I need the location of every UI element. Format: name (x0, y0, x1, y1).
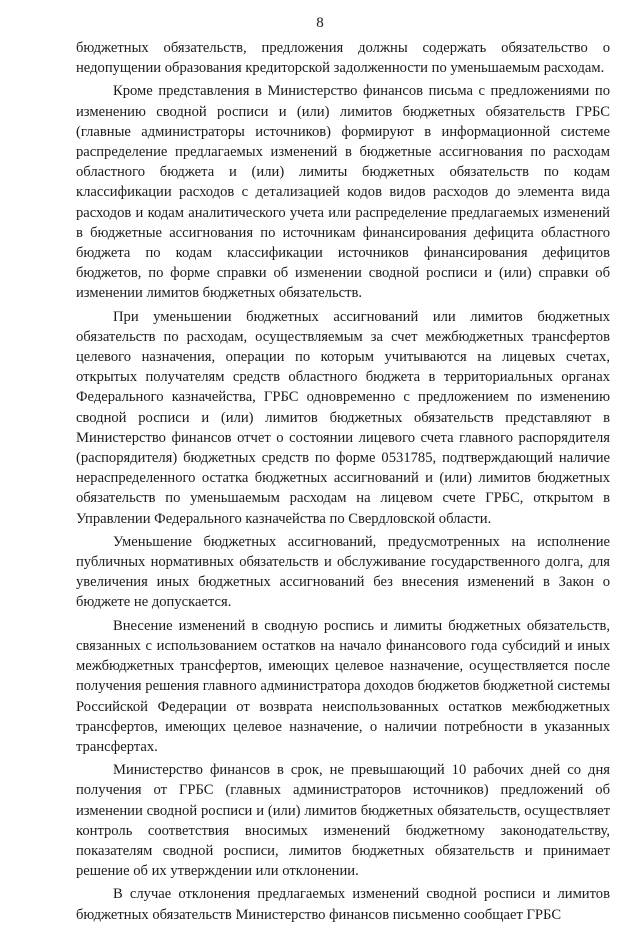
paragraph-rejection: В случае отклонения предлагаемых изменений сводной росписи и лимитов бюджетных обязательств Министерство финансов письменно сообщает ГРБС (76, 886, 610, 923)
paragraph-continuation: бюджетных обязательств, предложения должны содержать обязательство о недопущении образования кредиторской задолженности по уменьшаемым расходам. (76, 40, 610, 77)
paragraph-grbs-proposals: Кроме представления в Министерство финансов письма с предложениями по изменению сводной росписи и (или) лимитов бюджетных обязательств ГРБС (главные администраторы источников) формируют в информационной системе распределение предлагаемых изменений в бюджетные ассигнования по расходам областного бюджета и (или) лимиты бюджетных обязательств по кодам классификации расходов с детализацией кодов видов расходов до элемента вида расходов и кодам аналитического учета или распределение предлагаемых изменений в бюджетные ассигнования по источникам финансирования дефицита областного бюджета по кодам классификации источников финансирования дефицитов бюджетов, по форме справки об изменении сводной росписи и (или) справки об изменении лимитов бюджетных обязательств. (76, 83, 610, 302)
paragraph-ministry-control: Министерство финансов в срок, не превышающий 10 рабочих дней со дня получения от ГРБС (главных администраторов источников) предложений об изменении сводной росписи и (или) лимитов бюджетных обязательств, осуществляет контроль соответствия вносимых изменений бюджетному законодательству, показателям сводной росписи, лимитов бюджетных обязательств и принимает решение об их утверждении или отклонении. (76, 762, 610, 880)
page-number: 8 (316, 15, 324, 31)
paragraph-transfer-reduction: При уменьшении бюджетных ассигнований или лимитов бюджетных обязательств по расходам, осуществляемым за счет межбюджетных трансфертов целевого назначения, операции по которым учитываются на лицевых счетах, открытых получателям средств областного бюджета в территориальных органах Федерального казначейства, ГРБС одновременно с предложением по изменению сводной росписи и (или) лимитов бюджетных обязательств представляют в Министерство финансов отчет о состоянии лицевого счета главного распорядителя (распорядителя) бюджетных средств по форме 0531785, подтверждающий наличие нераспределенного остатка бюджетных ассигнований и (или) лимитов бюджетных обязательств по уменьшаемым расходам на лицевом счете ГРБС, открытом в Управлении Федерального казначейства по Свердловской области. (76, 308, 610, 527)
document-body (76, 38, 610, 928)
paragraph-balance-changes: Внесение изменений в сводную роспись и лимиты бюджетных обязательств, связанных с использованием остатков на начало финансового года субсидий и иных межбюджетных трансфертов, имеющих целевое назначение, осуществляется после получения решения главного администратора доходов бюджетов бюджетной системы Российской Федерации от возврата неиспользованных остатков межбюджетных трансфертов, имеющих целевое назначение, о наличии потребности в указанных трансфертах. (76, 617, 610, 755)
paragraph-public-obligations: Уменьшение бюджетных ассигнований, предусмотренных на исполнение публичных нормативных обязательств и обслуживание государственного долга, для увеличения иных бюджетных ассигнований без внесения изменений в Закон о бюджете не допускается. (76, 533, 610, 611)
